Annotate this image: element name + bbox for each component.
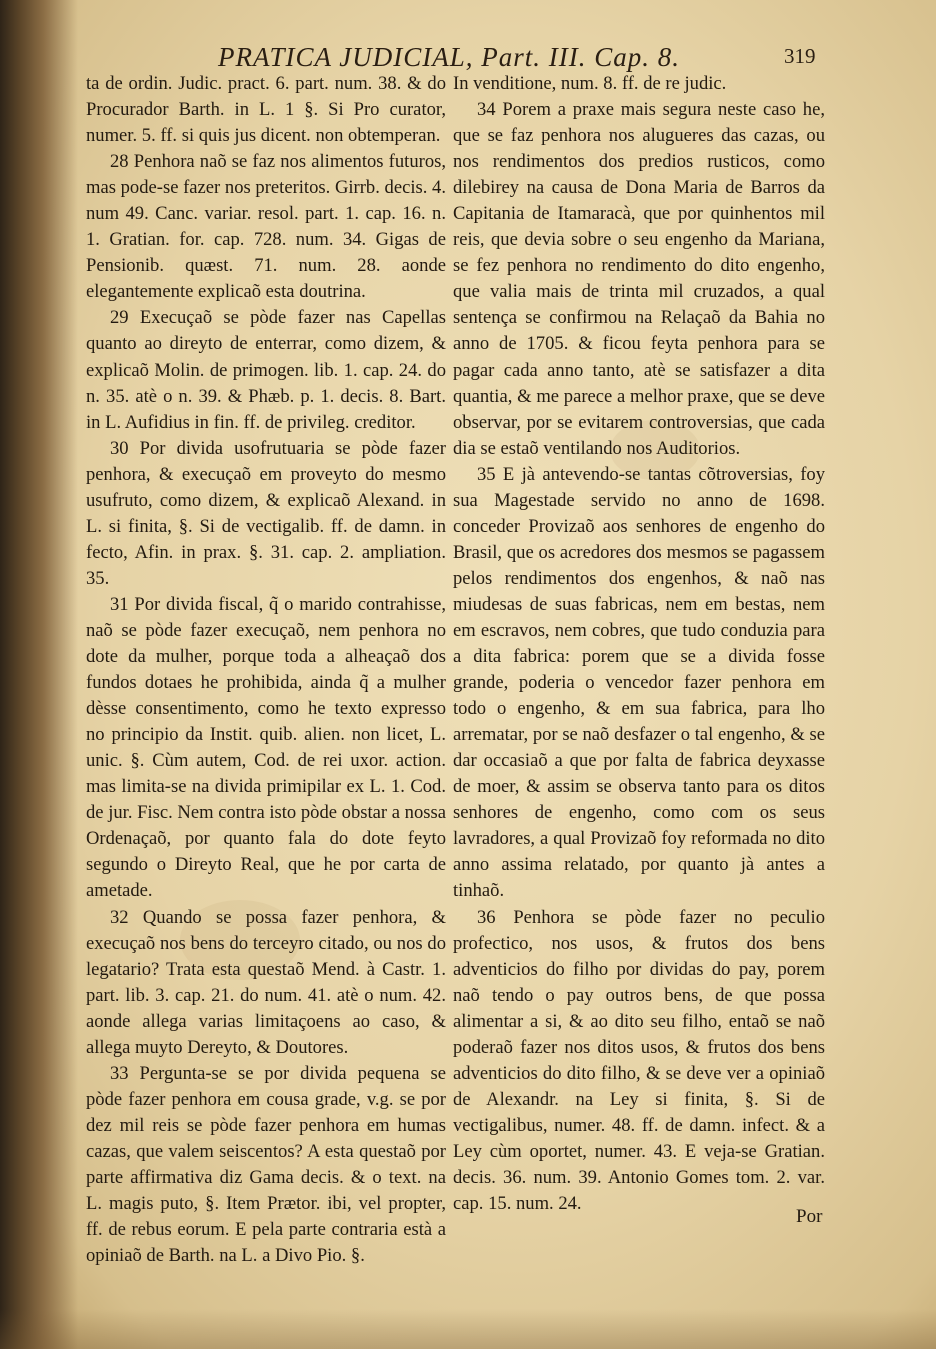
paragraph: 28 Penhora naõ se faz nos alimentos futuros, mas pode-se fazer nos preteritos. Girrb. decis. 4. num 49. Canc. variar. resol. part. 1. cap. 16. n. 1. Gratian. for. cap. 728. num. 34. Gigas de Pensionib. quæst. 71. num. 28. aonde elegantemente explicaõ esta doutrina.: [86, 151, 446, 303]
running-title: PRATICA JUDICIAL, Part. III. Cap. 8.: [218, 42, 680, 72]
paragraph: 31 Por divida fiscal, q̃ o marido contrahisse, naõ se pòde fazer execuçaõ, nem penhora no dote da mulher, porque toda a alheaçaõ dos fundos dotaes he prohibida, ainda q̃ a mulher dèsse consentimento, como he texto expresso no principio da Instit. quib. alien. non licet, L. unic. §. Cùm autem, Cod. de rei uxor. action. mas limita-se na divida primipilar ex L. 1. Cod. de jur. Fisc. Nem contra isto pòde obstar a nossa Ordenaçaõ, por quanto fala do dote feyto segundo o Direyto Real, que he por carta de ametade.: [86, 593, 446, 902]
paragraph: 32 Quando se possa fazer penhora, & execuçaõ nos bens do terceyro citado, ou nos do legatario? Trata esta questaõ Mend. à Castr. 1. part. lib. 3. cap. 21. do num. 41. atè o num. 42. aonde allega varias limitaçoens ao caso, & allega muyto Dereyto, & Doutores.: [86, 906, 446, 1058]
page-bottom-edge: [0, 1309, 936, 1349]
left-text-column: [86, 71, 446, 1269]
paragraph: 35 E jà antevendo-se tantas cõtroversias, foy sua Magestade servido no anno de 1698. conceder Provizaõ aos senhores de engenho do Brasil, que os acredores dos mesmos se pagassem pelos rendimentos dos engenhos, & naõ nas miudesas de suas fabricas, nem em bestas, nem em escravos, nem cobres, que tudo conduzia para a dita fabrica: porem que se a divida fosse grande, poderia o vencedor fazer penhora em todo o engenho, & em sua fabrica, para lho arrematar, por se naõ desfazer o tal engenho, & se dar occasiaõ a que por falta de fabrica deyxasse de moer, & assim se observa tanto para os ditos senhores de engenho, como com os seus lavradores, a qual Provizaõ foy reformada no dito anno assima relatado, por quanto jà antes a tinhaõ.: [453, 463, 825, 902]
paragraph: 33 Pergunta-se se por divida pequena se pòde fazer penhora em cousa grade, v.g. se por dez mil reis se pòde fazer penhora em humas cazas, que valem seiscentos? A esta questaõ por parte affirmativa diz Gama decis. & o text. na L. magis puto, §. Item Prætor. ibi, vel propter, ff. de rebus eorum. E pela parte contraria està a opiniaõ de Barth. na L. a Divo Pio. §.: [86, 1062, 446, 1267]
paragraph: ta de ordin. Judic. pract. 6. part. num. 38. & do Procurador Barth. in L. 1 §. Si Pro curator, numer. 5. ff. si quis jus dicent. non obtemperan.: [86, 73, 446, 147]
paragraph: In venditione, num. 8. ff. de re judic.: [453, 73, 727, 94]
paragraph: 30 Por divida usofrutuaria se pòde fazer penhora, & execuçaõ em proveyto do mesmo usufruto, como dizem, & explicaõ Alexand. in L. si finita, §. Si de vectigalib. ff. de damn. in fecto, Afin. in prax. §. 31. cap. 2. ampliation. 35.: [86, 437, 446, 589]
paragraph: 29 Execuçaõ se pòde fazer nas Capellas quanto ao direyto de enterrar, como dizem, & explicaõ Molin. de primogen. lib. 1. cap. 24. do n. 35. atè o n. 39. & Phæb. p. 1. decis. 8. Bart. in L. Aufidius in fin. ff. de privileg. creditor.: [86, 307, 446, 433]
right-text-column: [453, 71, 825, 1217]
paragraph: 36 Penhora se pòde fazer no peculio profectico, nos usos, & frutos dos bens adventicios do filho por dividas do pay, porem naõ tendo o pay outros bens, de que possa alimentar a si, & ao dito seu filho, entaõ se naõ poderaõ fazer nos ditos usos, & frutos dos bens adventicios do dito filho, & se deve ver a opiniaõ de Alexandr. na Ley si finita, §. Si de vectigalibus, numer. 48. ff. de damn. infect. & a Ley cùm oportet, numer. 43. E veja-se Gratian. decis. 36. num. 39. Antonio Gomes tom. 2. var. cap. 15. num. 24.: [453, 906, 825, 1215]
paragraph: 34 Porem a praxe mais segura neste caso he, que se faz penhora nos alugueres das cazas, ou nos rendimentos dos predios rusticos, como dilebirey na causa de Dona Maria de Barros da Capitania de Itamaracà, que por quinhentos mil reis, que devia sobre o seu engenho da Mariana, se fez penhora no rendimento do dito engenho, que valia mais de trinta mil cruzados, a qual sentença se confirmou na Relaçaõ da Bahia no anno de 1705. & ficou feyta penhora para se pagar cada anno tanto, atè se satisfazer a dita quantia, & me parece a melhor praxe, que se deve observar, por se evitarem controversias, que cada dia se estaõ ventilando nos Auditorios.: [453, 99, 825, 459]
running-head: [0, 38, 936, 74]
catchword: Por: [796, 1206, 823, 1227]
page-number: 319: [784, 44, 816, 68]
book-gutter-shadow: [0, 0, 78, 1349]
